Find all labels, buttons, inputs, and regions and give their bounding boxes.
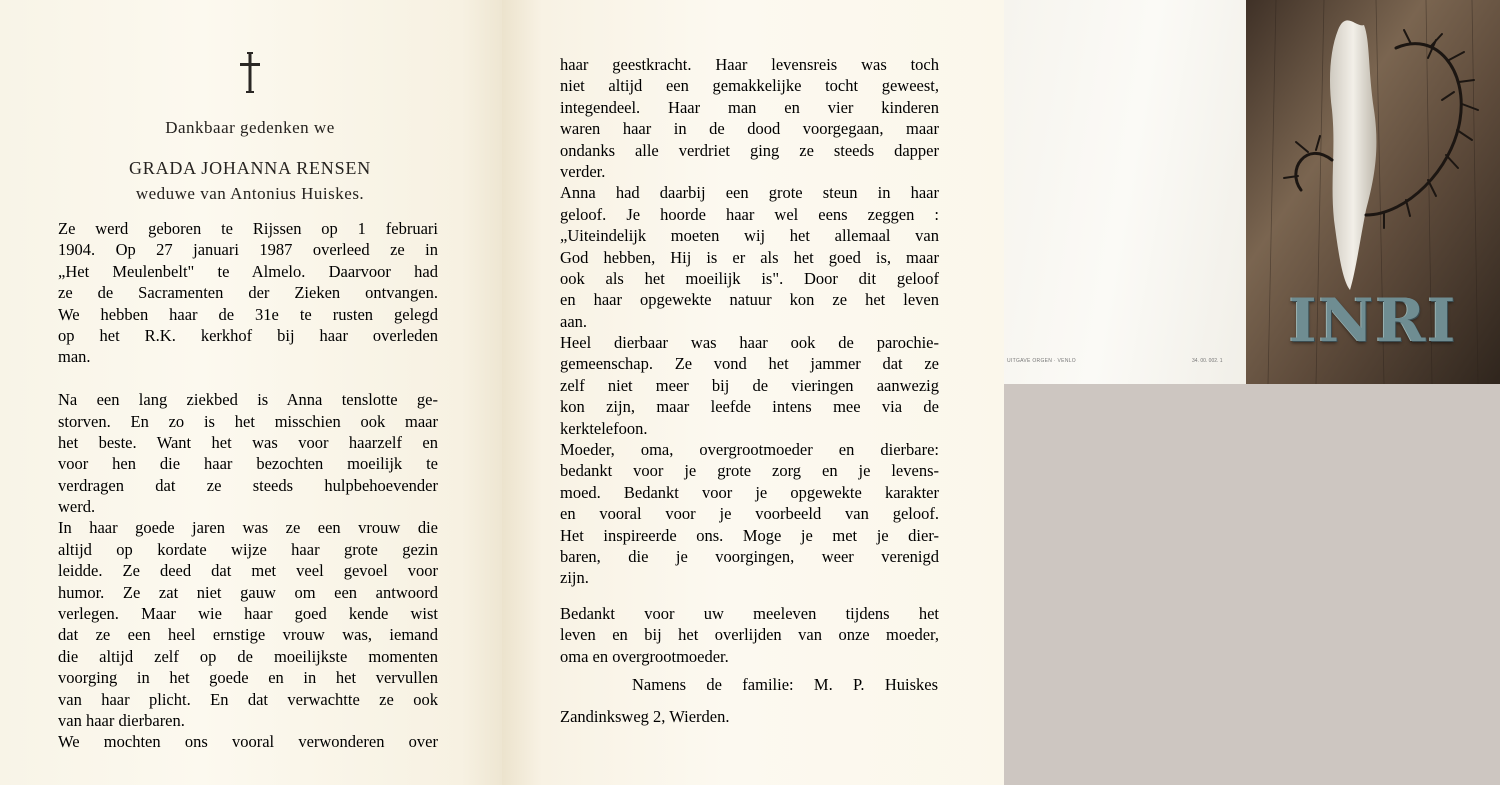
- family-address: Zandinksweg 2, Wierden.: [560, 707, 730, 726]
- cross-icon: [238, 52, 262, 94]
- text-line: kerktelefoon.: [560, 418, 648, 438]
- text-line: haar geestkracht. Haar levensreis was toch: [560, 55, 939, 74]
- text-line: God hebben, Hij is er als het goed is, maar: [560, 247, 939, 267]
- text-line: het beste. Want het was voor haarzelf en: [58, 432, 438, 452]
- memorial-heading: Dankbaar gedenken we: [165, 118, 335, 137]
- text-line: humor. Ze zat niet gauw om een antwoord: [58, 582, 438, 602]
- text-line: gemeenschap. Ze vond het jammer dat ze: [560, 354, 939, 374]
- text-line: integendeel. Haar man en vier kinderen: [560, 97, 939, 117]
- text-line: Anna had daarbij een grote steun in haar: [560, 183, 939, 203]
- right-body-text: [560, 54, 939, 589]
- text-line: Moeder, oma, overgrootmoeder en dierbare:: [560, 440, 939, 460]
- left-body-text: [58, 218, 438, 753]
- text-line: In haar goede jaren was ze een vrouw die: [58, 518, 438, 538]
- text-line: ondanks alle verdriet ging ze steeds dapper: [560, 140, 939, 160]
- text-line: Bedankt voor uw meeleven tijdens het: [560, 604, 939, 623]
- text-line: „Het Meulenbelt" te Almelo. Daarvoor had: [58, 261, 438, 281]
- text-line: werd.: [58, 497, 96, 517]
- text-line: Na een lang ziekbed is Anna tenslotte ge-: [58, 390, 438, 410]
- thanks-text: [560, 603, 939, 667]
- text-line: leven en bij het overlijden van onze moeder,: [560, 625, 939, 645]
- text-line: verder.: [560, 161, 606, 181]
- text-line: ook als het moeilijk is". Door dit geloof: [560, 268, 939, 288]
- text-line: baren, die je voorgingen, weer verenigd: [560, 546, 939, 566]
- text-line: „Uiteindelijk moeten wij het allemaal van: [560, 226, 939, 246]
- family-signature: Namens de familie: M. P. Huiskes: [632, 675, 938, 694]
- text-line: moed. Bedankt voor je opgewekte karakter: [560, 482, 939, 502]
- cover-title: INRI: [1288, 286, 1458, 356]
- text-line: verlegen. Maar wie haar goed kende wist: [58, 604, 438, 624]
- text-line: en haar opgewekte natuur kon ze het leven: [560, 290, 939, 310]
- text-line: waren haar in de dood voorgegaan, maar: [560, 119, 939, 139]
- text-line: van haar dierbaren.: [58, 710, 185, 730]
- text-line: niet altijd een gemakkelijke tocht geweest,: [560, 76, 939, 96]
- text-line: dat ze een heel ernstige vrouw was, iemand: [58, 625, 438, 645]
- text-line: man.: [58, 347, 91, 367]
- text-line: Heel dierbaar was haar ook de parochie-: [560, 333, 939, 353]
- text-line: geloof. Je hoorde haar wel eens zeggen :: [560, 204, 939, 224]
- text-line: en vooral voor je voorbeeld van geloof.: [560, 504, 939, 524]
- text-line: Ze werd geboren te Rijssen op 1 februari: [58, 219, 438, 238]
- text-line: van haar plicht. En dat verwachtte ze ook: [58, 689, 438, 709]
- text-line: We hebben haar de 31e te rusten gelegd: [58, 304, 438, 324]
- text-line: altijd op kordate wijze haar grote gezin: [58, 539, 438, 559]
- text-line: verdragen dat ze steeds hulpbehoevender: [58, 475, 438, 495]
- catalog-code: 34. 00. 002. 1: [1192, 358, 1223, 364]
- text-line: kon zijn, maar leefde intens mee via de: [560, 397, 939, 417]
- deceased-name: GRADA JOHANNA RENSEN: [128, 158, 372, 178]
- publisher-imprint: UITGAVE ORGEN · VENLO: [1007, 358, 1076, 364]
- text-line: [58, 368, 438, 389]
- text-line: voor hen die haar bezochten moeilijk te: [58, 454, 438, 474]
- deceased-subtitle: weduwe van Antonius Huiskes.: [135, 184, 365, 203]
- text-line: die altijd zelf op de moeilijkste momenten: [58, 646, 438, 666]
- text-line: oma en overgrootmoeder.: [560, 646, 729, 666]
- text-line: bedankt voor je grote zorg en je levens-: [560, 461, 939, 481]
- text-line: 1904. Op 27 januari 1987 overleed ze in: [58, 240, 438, 260]
- front-cover: [1246, 0, 1500, 384]
- text-line: We mochten ons vooral verwonderen over: [58, 732, 438, 752]
- text-line: zelf niet meer bij de vieringen aanwezig: [560, 375, 939, 395]
- text-line: op het R.K. kerkhof bij haar overleden: [58, 325, 438, 345]
- text-line: Het inspireerde ons. Moge je met je dier-: [560, 525, 939, 545]
- text-line: zijn.: [560, 568, 589, 588]
- text-line: storven. En zo is het misschien ook maar: [58, 411, 438, 431]
- text-line: voorging in het goede en in het vervullen: [58, 668, 438, 688]
- back-panel: [1004, 0, 1246, 384]
- text-line: aan.: [560, 311, 588, 331]
- text-line: ze de Sacramenten der Zieken ontvangen.: [58, 283, 438, 303]
- text-line: leidde. Ze deed dat met veel gevoel voor: [58, 561, 438, 581]
